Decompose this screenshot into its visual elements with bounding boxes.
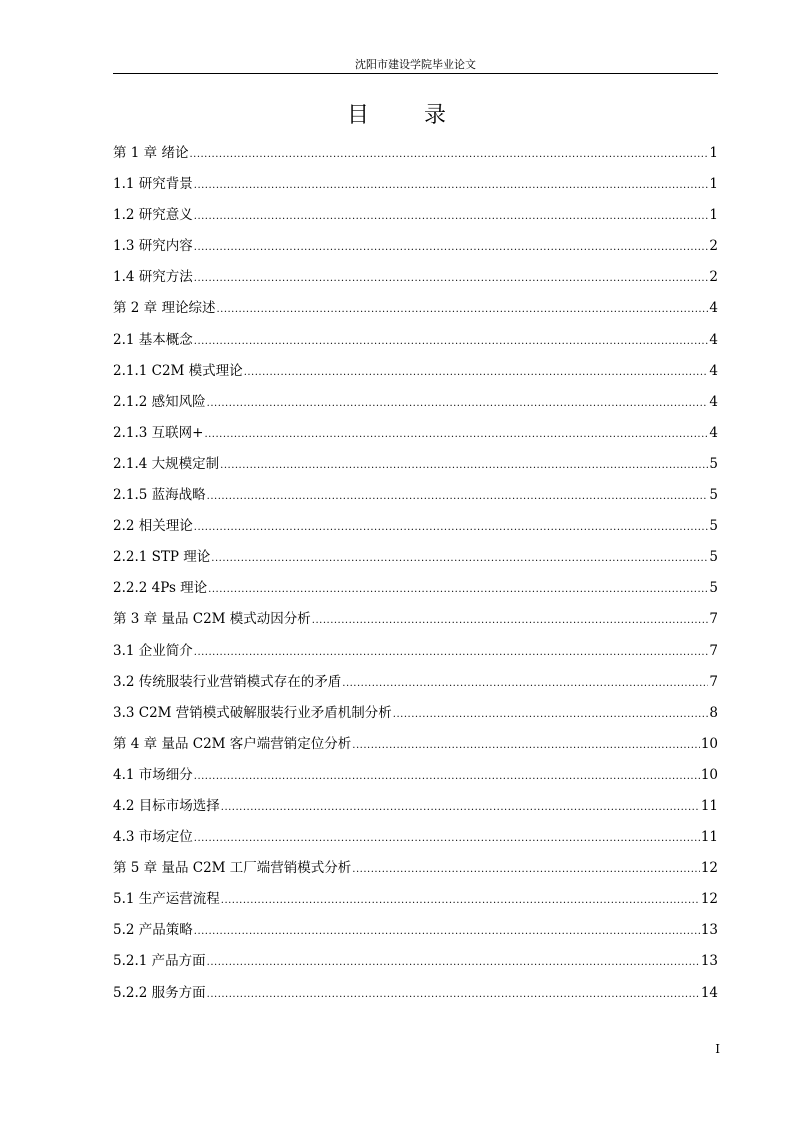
toc-leader-dots <box>393 701 709 729</box>
toc-leader-dots <box>312 607 709 635</box>
toc-entry-title: 1.4 研究方法 <box>113 269 193 286</box>
toc-entry-page: 12 <box>700 860 718 877</box>
toc-entry-page: 4 <box>709 362 718 379</box>
toc-entry[interactable] <box>113 139 718 170</box>
toc-leader-dots <box>342 670 708 698</box>
toc-entry-title: 2.2 相关理论 <box>113 518 193 535</box>
toc-entry-title: 2.1.5 蓝海战略 <box>113 487 206 504</box>
toc-entry-title: 2.1.3 互联网+ <box>113 424 204 441</box>
toc-entry[interactable] <box>113 450 718 481</box>
toc-entry-page: 2 <box>709 238 718 255</box>
toc-entry-title: 5.2.2 服务方面 <box>113 984 206 1001</box>
toc-entry-page: 7 <box>709 611 718 628</box>
toc-entry[interactable] <box>113 668 718 699</box>
toc-entry-title: 1.1 研究背景 <box>113 176 193 193</box>
toc-leader-dots <box>194 172 709 200</box>
toc-entry-title: 3.2 传统服装行业营销模式存在的矛盾 <box>113 673 342 690</box>
toc-entry-page: 5 <box>709 580 718 597</box>
toc-entry-title: 第 2 章 理论综述 <box>113 300 216 317</box>
toc-entry-page: 7 <box>709 642 718 659</box>
toc-entry[interactable] <box>113 201 718 232</box>
toc-leader-dots <box>207 981 700 1009</box>
toc-entry-page: 1 <box>709 207 718 224</box>
toc-leader-dots <box>211 545 708 573</box>
toc-entry[interactable] <box>113 170 718 201</box>
toc-leader-dots <box>194 918 700 946</box>
toc-entry[interactable] <box>113 605 718 636</box>
toc-leader-dots <box>194 265 709 293</box>
toc-entry[interactable] <box>113 388 718 419</box>
toc-entry-title: 2.1.4 大规模定制 <box>113 455 220 472</box>
toc-entry-title: 2.1.1 C2M 模式理论 <box>113 362 243 379</box>
toc-entry[interactable] <box>113 979 718 1010</box>
toc-entry-title: 2.2.1 STP 理论 <box>113 549 211 566</box>
toc-leader-dots <box>216 296 708 324</box>
toc-entry[interactable] <box>113 637 718 668</box>
toc-leader-dots <box>194 514 709 542</box>
toc-entry-page: 10 <box>700 735 718 752</box>
toc-entry-title: 5.2 产品策略 <box>113 922 193 939</box>
toc-entry-page: 12 <box>700 891 718 908</box>
toc-entry-title: 1.2 研究意义 <box>113 207 193 224</box>
toc-entry-title: 2.1.2 感知风险 <box>113 393 206 410</box>
toc-leader-dots <box>194 763 700 791</box>
toc-entry[interactable] <box>113 854 718 885</box>
toc-entry-page: 7 <box>709 673 718 690</box>
toc-entry-title: 5.1 生产运营流程 <box>113 891 220 908</box>
toc-leader-dots <box>220 452 708 480</box>
toc-entry-page: 5 <box>709 518 718 535</box>
toc-entry-page: 14 <box>700 984 718 1001</box>
page-number: I <box>715 1042 720 1056</box>
toc-leader-dots <box>244 359 709 387</box>
toc-leader-dots <box>352 856 700 884</box>
toc-entry-page: 4 <box>709 300 718 317</box>
toc-leader-dots <box>221 794 700 822</box>
toc-entry-page: 11 <box>700 829 718 846</box>
toc-leader-dots <box>207 483 709 511</box>
toc-entry[interactable] <box>113 481 718 512</box>
toc-entry-page: 13 <box>700 922 718 939</box>
toc-entry-page: 2 <box>709 269 718 286</box>
toc-entry[interactable] <box>113 574 718 605</box>
toc-entry-page: 8 <box>709 704 718 721</box>
toc-entry-page: 5 <box>709 487 718 504</box>
toc-entry-title: 4.3 市场定位 <box>113 829 193 846</box>
toc-entry-title: 第 1 章 绪论 <box>113 145 189 161</box>
toc-entry[interactable] <box>113 326 718 357</box>
toc-entry[interactable] <box>113 543 718 574</box>
toc-entry-page: 5 <box>709 549 718 566</box>
toc-entry[interactable] <box>113 699 718 730</box>
page-title: 目 录 <box>347 103 470 128</box>
toc-leader-dots <box>204 421 708 449</box>
toc-leader-dots <box>194 203 709 231</box>
toc-entry[interactable] <box>113 947 718 978</box>
toc-entry-title: 4.1 市场细分 <box>113 766 193 783</box>
toc-leader-dots <box>194 328 709 356</box>
toc-entry-title: 2.2.2 4Ps 理论 <box>113 580 208 597</box>
toc-entry[interactable] <box>113 730 718 761</box>
running-header: 沈阳市建设学院毕业论文 <box>113 56 718 74</box>
toc-entry[interactable] <box>113 294 718 325</box>
toc-leader-dots <box>221 887 700 915</box>
toc-entry-title: 3.3 C2M 营销模式破解服装行业矛盾机制分析 <box>113 704 392 721</box>
toc-entry-title: 5.2.1 产品方面 <box>113 953 206 970</box>
toc-entry-page: 4 <box>709 424 718 441</box>
toc-entry-page: 10 <box>700 766 718 783</box>
toc-entry[interactable] <box>113 263 718 294</box>
toc-leader-dots <box>194 825 700 853</box>
toc-entry-page: 4 <box>709 393 718 410</box>
toc-entry[interactable] <box>113 823 718 854</box>
toc-entry[interactable] <box>113 761 718 792</box>
toc-entry-page: 1 <box>709 145 718 161</box>
toc-entry-title: 1.3 研究内容 <box>113 238 193 255</box>
toc-entry-title: 第 5 章 量品 C2M 工厂端营销模式分析 <box>113 860 352 877</box>
toc-leader-dots <box>194 234 709 262</box>
toc-entry-page: 1 <box>709 176 718 193</box>
toc-leader-dots <box>352 732 700 760</box>
toc-leader-dots <box>207 949 700 977</box>
toc-entry[interactable] <box>113 232 718 263</box>
toc-entry[interactable] <box>113 916 718 947</box>
toc-leader-dots <box>189 141 708 169</box>
table-of-contents <box>113 139 718 1010</box>
toc-leader-dots <box>208 576 708 604</box>
toc-entry-page: 5 <box>709 455 718 472</box>
toc-entry-page: 11 <box>700 797 718 814</box>
toc-entry-page: 13 <box>700 953 718 970</box>
toc-entry[interactable] <box>113 885 718 916</box>
toc-entry[interactable] <box>113 512 718 543</box>
toc-entry-title: 3.1 企业简介 <box>113 642 193 659</box>
toc-entry-title: 4.2 目标市场选择 <box>113 797 220 814</box>
toc-entry[interactable] <box>113 792 718 823</box>
toc-entry-title: 2.1 基本概念 <box>113 331 193 348</box>
toc-entry[interactable] <box>113 357 718 388</box>
toc-entry-title: 第 3 章 量品 C2M 模式动因分析 <box>113 611 311 628</box>
toc-entry[interactable] <box>113 419 718 450</box>
toc-entry-title: 第 4 章 量品 C2M 客户端营销定位分析 <box>113 735 352 752</box>
toc-leader-dots <box>194 639 709 667</box>
toc-leader-dots <box>207 390 709 418</box>
toc-entry-page: 4 <box>709 331 718 348</box>
